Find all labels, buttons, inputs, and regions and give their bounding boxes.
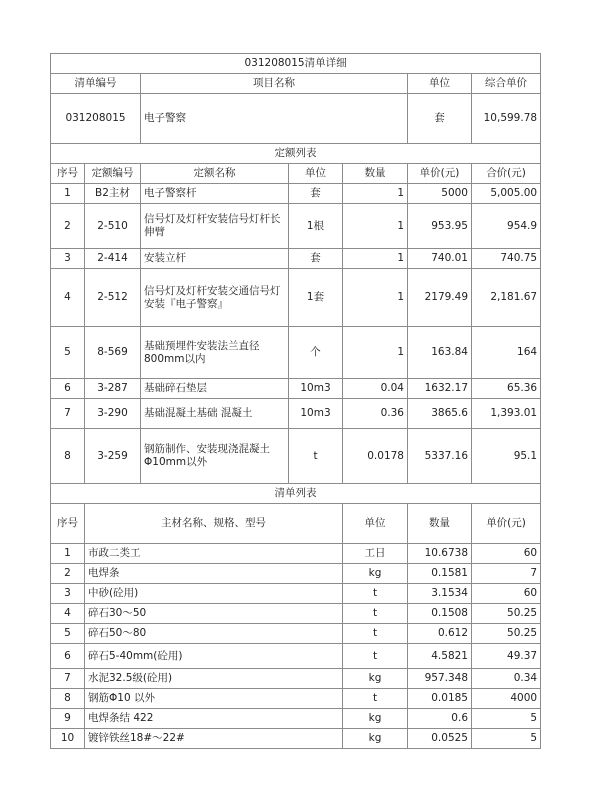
- row-number: 7: [51, 669, 85, 689]
- material-unit: kg: [343, 669, 408, 689]
- material-quantity: 0.6: [408, 709, 472, 729]
- quota-unit-price: 953.95: [408, 204, 472, 249]
- material-header-row: [51, 504, 541, 544]
- material-name: 钢筋Φ10 以外: [85, 689, 343, 709]
- material-row: [51, 729, 541, 749]
- quota-unit: 套: [289, 184, 343, 204]
- quota-name: 电子警察杆: [141, 184, 289, 204]
- row-number: 3: [51, 249, 85, 269]
- quota-unit: 套: [289, 249, 343, 269]
- quota-total: 1,393.01: [472, 399, 541, 429]
- quota-header-row: [51, 164, 541, 184]
- name-header: 项目名称: [141, 74, 408, 94]
- quota-quantity: 1: [343, 327, 408, 379]
- material-row: [51, 584, 541, 604]
- material-quantity: 10.6738: [408, 544, 472, 564]
- quota-total: 740.75: [472, 249, 541, 269]
- material-unit: kg: [343, 729, 408, 749]
- quota-unit: t: [289, 429, 343, 484]
- quota-quantity: 1: [343, 204, 408, 249]
- material-name: 碎石50～80: [85, 624, 343, 644]
- col-header: 单价(元): [408, 164, 472, 184]
- quota-row: [51, 204, 541, 249]
- row-number: 1: [51, 544, 85, 564]
- quota-name: 信号灯及灯杆安装信号灯杆长伸臂: [141, 204, 289, 249]
- quota-quantity: 1: [343, 184, 408, 204]
- code-header: 清单编号: [51, 74, 141, 94]
- material-unit: 工日: [343, 544, 408, 564]
- quota-quantity: 1: [343, 249, 408, 269]
- material-row: [51, 689, 541, 709]
- col-header: 数量: [408, 504, 472, 544]
- material-section-title: 清单列表: [51, 484, 541, 504]
- material-quantity: 957.348: [408, 669, 472, 689]
- row-number: 7: [51, 399, 85, 429]
- quota-unit-price: 3865.6: [408, 399, 472, 429]
- material-unit-price: 60: [472, 584, 541, 604]
- material-unit-price: 49.37: [472, 644, 541, 669]
- material-unit-price: 7: [472, 564, 541, 584]
- quota-quantity: 0.0178: [343, 429, 408, 484]
- quota-code: 2-414: [85, 249, 141, 269]
- material-row: [51, 709, 541, 729]
- quota-code: 2-510: [85, 204, 141, 249]
- quota-unit-price: 1632.17: [408, 379, 472, 399]
- row-number: 5: [51, 624, 85, 644]
- material-quantity: 0.612: [408, 624, 472, 644]
- quota-name: 安装立杆: [141, 249, 289, 269]
- item-code: 031208015: [51, 94, 141, 144]
- row-number: 6: [51, 644, 85, 669]
- material-row: [51, 604, 541, 624]
- quota-code: 3-287: [85, 379, 141, 399]
- quota-row: [51, 184, 541, 204]
- material-unit: t: [343, 604, 408, 624]
- table-title: 031208015清单详细: [51, 54, 541, 74]
- material-unit-price: 50.25: [472, 624, 541, 644]
- material-quantity: 0.0185: [408, 689, 472, 709]
- quota-row: [51, 249, 541, 269]
- material-quantity: 4.5821: [408, 644, 472, 669]
- quota-quantity: 0.04: [343, 379, 408, 399]
- material-unit: kg: [343, 709, 408, 729]
- quota-unit-price: 740.01: [408, 249, 472, 269]
- quota-total: 164: [472, 327, 541, 379]
- material-name: 碎石5-40mm(砼用): [85, 644, 343, 669]
- material-unit-price: 5: [472, 729, 541, 749]
- material-name: 电焊条: [85, 564, 343, 584]
- material-unit-price: 4000: [472, 689, 541, 709]
- quota-row: [51, 269, 541, 327]
- row-number: 9: [51, 709, 85, 729]
- quota-code: 2-512: [85, 269, 141, 327]
- quota-total: 954.9: [472, 204, 541, 249]
- material-quantity: 0.0525: [408, 729, 472, 749]
- material-unit-price: 50.25: [472, 604, 541, 624]
- material-row: [51, 544, 541, 564]
- quota-quantity: 0.36: [343, 399, 408, 429]
- quota-name: 信号灯及灯杆安装交通信号灯安装『电子警察』: [141, 269, 289, 327]
- col-header: 定额编号: [85, 164, 141, 184]
- quota-section-title: 定额列表: [51, 144, 541, 164]
- material-quantity: 3.1534: [408, 584, 472, 604]
- quota-unit-price: 163.84: [408, 327, 472, 379]
- quota-total: 95.1: [472, 429, 541, 484]
- quota-unit: 个: [289, 327, 343, 379]
- quota-name: 基础碎石垫层: [141, 379, 289, 399]
- row-number: 6: [51, 379, 85, 399]
- item-name: 电子警察: [141, 94, 408, 144]
- col-header: 数量: [343, 164, 408, 184]
- material-quantity: 0.1508: [408, 604, 472, 624]
- col-header: 序号: [51, 164, 85, 184]
- material-unit-price: 5: [472, 709, 541, 729]
- row-number: 4: [51, 604, 85, 624]
- quota-unit: 10m3: [289, 379, 343, 399]
- quota-unit: 10m3: [289, 399, 343, 429]
- quota-unit: 1套: [289, 269, 343, 327]
- material-name: 电焊条结 422: [85, 709, 343, 729]
- quota-code: 8-569: [85, 327, 141, 379]
- col-header: 主材名称、规格、型号: [85, 504, 343, 544]
- item-price: 10,599.78: [472, 94, 541, 144]
- row-number: 4: [51, 269, 85, 327]
- col-header: 合价(元): [472, 164, 541, 184]
- quota-code: 3-259: [85, 429, 141, 484]
- col-header: 单位: [343, 504, 408, 544]
- quota-name: 基础预埋件安装法兰直径800mm以内: [141, 327, 289, 379]
- row-number: 2: [51, 564, 85, 584]
- material-row: [51, 564, 541, 584]
- quota-total: 65.36: [472, 379, 541, 399]
- col-header: 序号: [51, 504, 85, 544]
- material-unit: t: [343, 689, 408, 709]
- row-number: 3: [51, 584, 85, 604]
- quota-unit: 1根: [289, 204, 343, 249]
- item-unit: 套: [408, 94, 472, 144]
- quota-row: [51, 429, 541, 484]
- row-number: 1: [51, 184, 85, 204]
- col-header: 单位: [289, 164, 343, 184]
- material-name: 市政二类工: [85, 544, 343, 564]
- material-name: 镀锌铁丝18#～22#: [85, 729, 343, 749]
- material-unit: t: [343, 584, 408, 604]
- material-unit-price: 0.34: [472, 669, 541, 689]
- quota-total: 5,005.00: [472, 184, 541, 204]
- quota-row: [51, 399, 541, 429]
- quota-row: [51, 327, 541, 379]
- quota-unit-price: 2179.49: [408, 269, 472, 327]
- material-quantity: 0.1581: [408, 564, 472, 584]
- quota-name: 基础混凝土基础 混凝土: [141, 399, 289, 429]
- row-number: 2: [51, 204, 85, 249]
- material-unit: t: [343, 624, 408, 644]
- row-number: 8: [51, 429, 85, 484]
- row-number: 8: [51, 689, 85, 709]
- quota-row: [51, 379, 541, 399]
- col-header: 定额名称: [141, 164, 289, 184]
- material-unit: kg: [343, 564, 408, 584]
- material-row: [51, 644, 541, 669]
- material-row: [51, 669, 541, 689]
- quota-unit-price: 5000: [408, 184, 472, 204]
- price-header: 综合单价: [472, 74, 541, 94]
- quota-code: 3-290: [85, 399, 141, 429]
- material-unit-price: 60: [472, 544, 541, 564]
- quota-name: 钢筋制作、安装现浇混凝土Φ10mm以外: [141, 429, 289, 484]
- quota-unit-price: 5337.16: [408, 429, 472, 484]
- material-unit: t: [343, 644, 408, 669]
- quota-total: 2,181.67: [472, 269, 541, 327]
- row-number: 5: [51, 327, 85, 379]
- material-name: 碎石30～50: [85, 604, 343, 624]
- material-row: [51, 624, 541, 644]
- row-number: 10: [51, 729, 85, 749]
- col-header: 单价(元): [472, 504, 541, 544]
- detail-table: [50, 53, 541, 749]
- material-name: 水泥32.5级(砼用): [85, 669, 343, 689]
- unit-header: 单位: [408, 74, 472, 94]
- quota-quantity: 1: [343, 269, 408, 327]
- material-name: 中砂(砼用): [85, 584, 343, 604]
- quota-code: B2主材: [85, 184, 141, 204]
